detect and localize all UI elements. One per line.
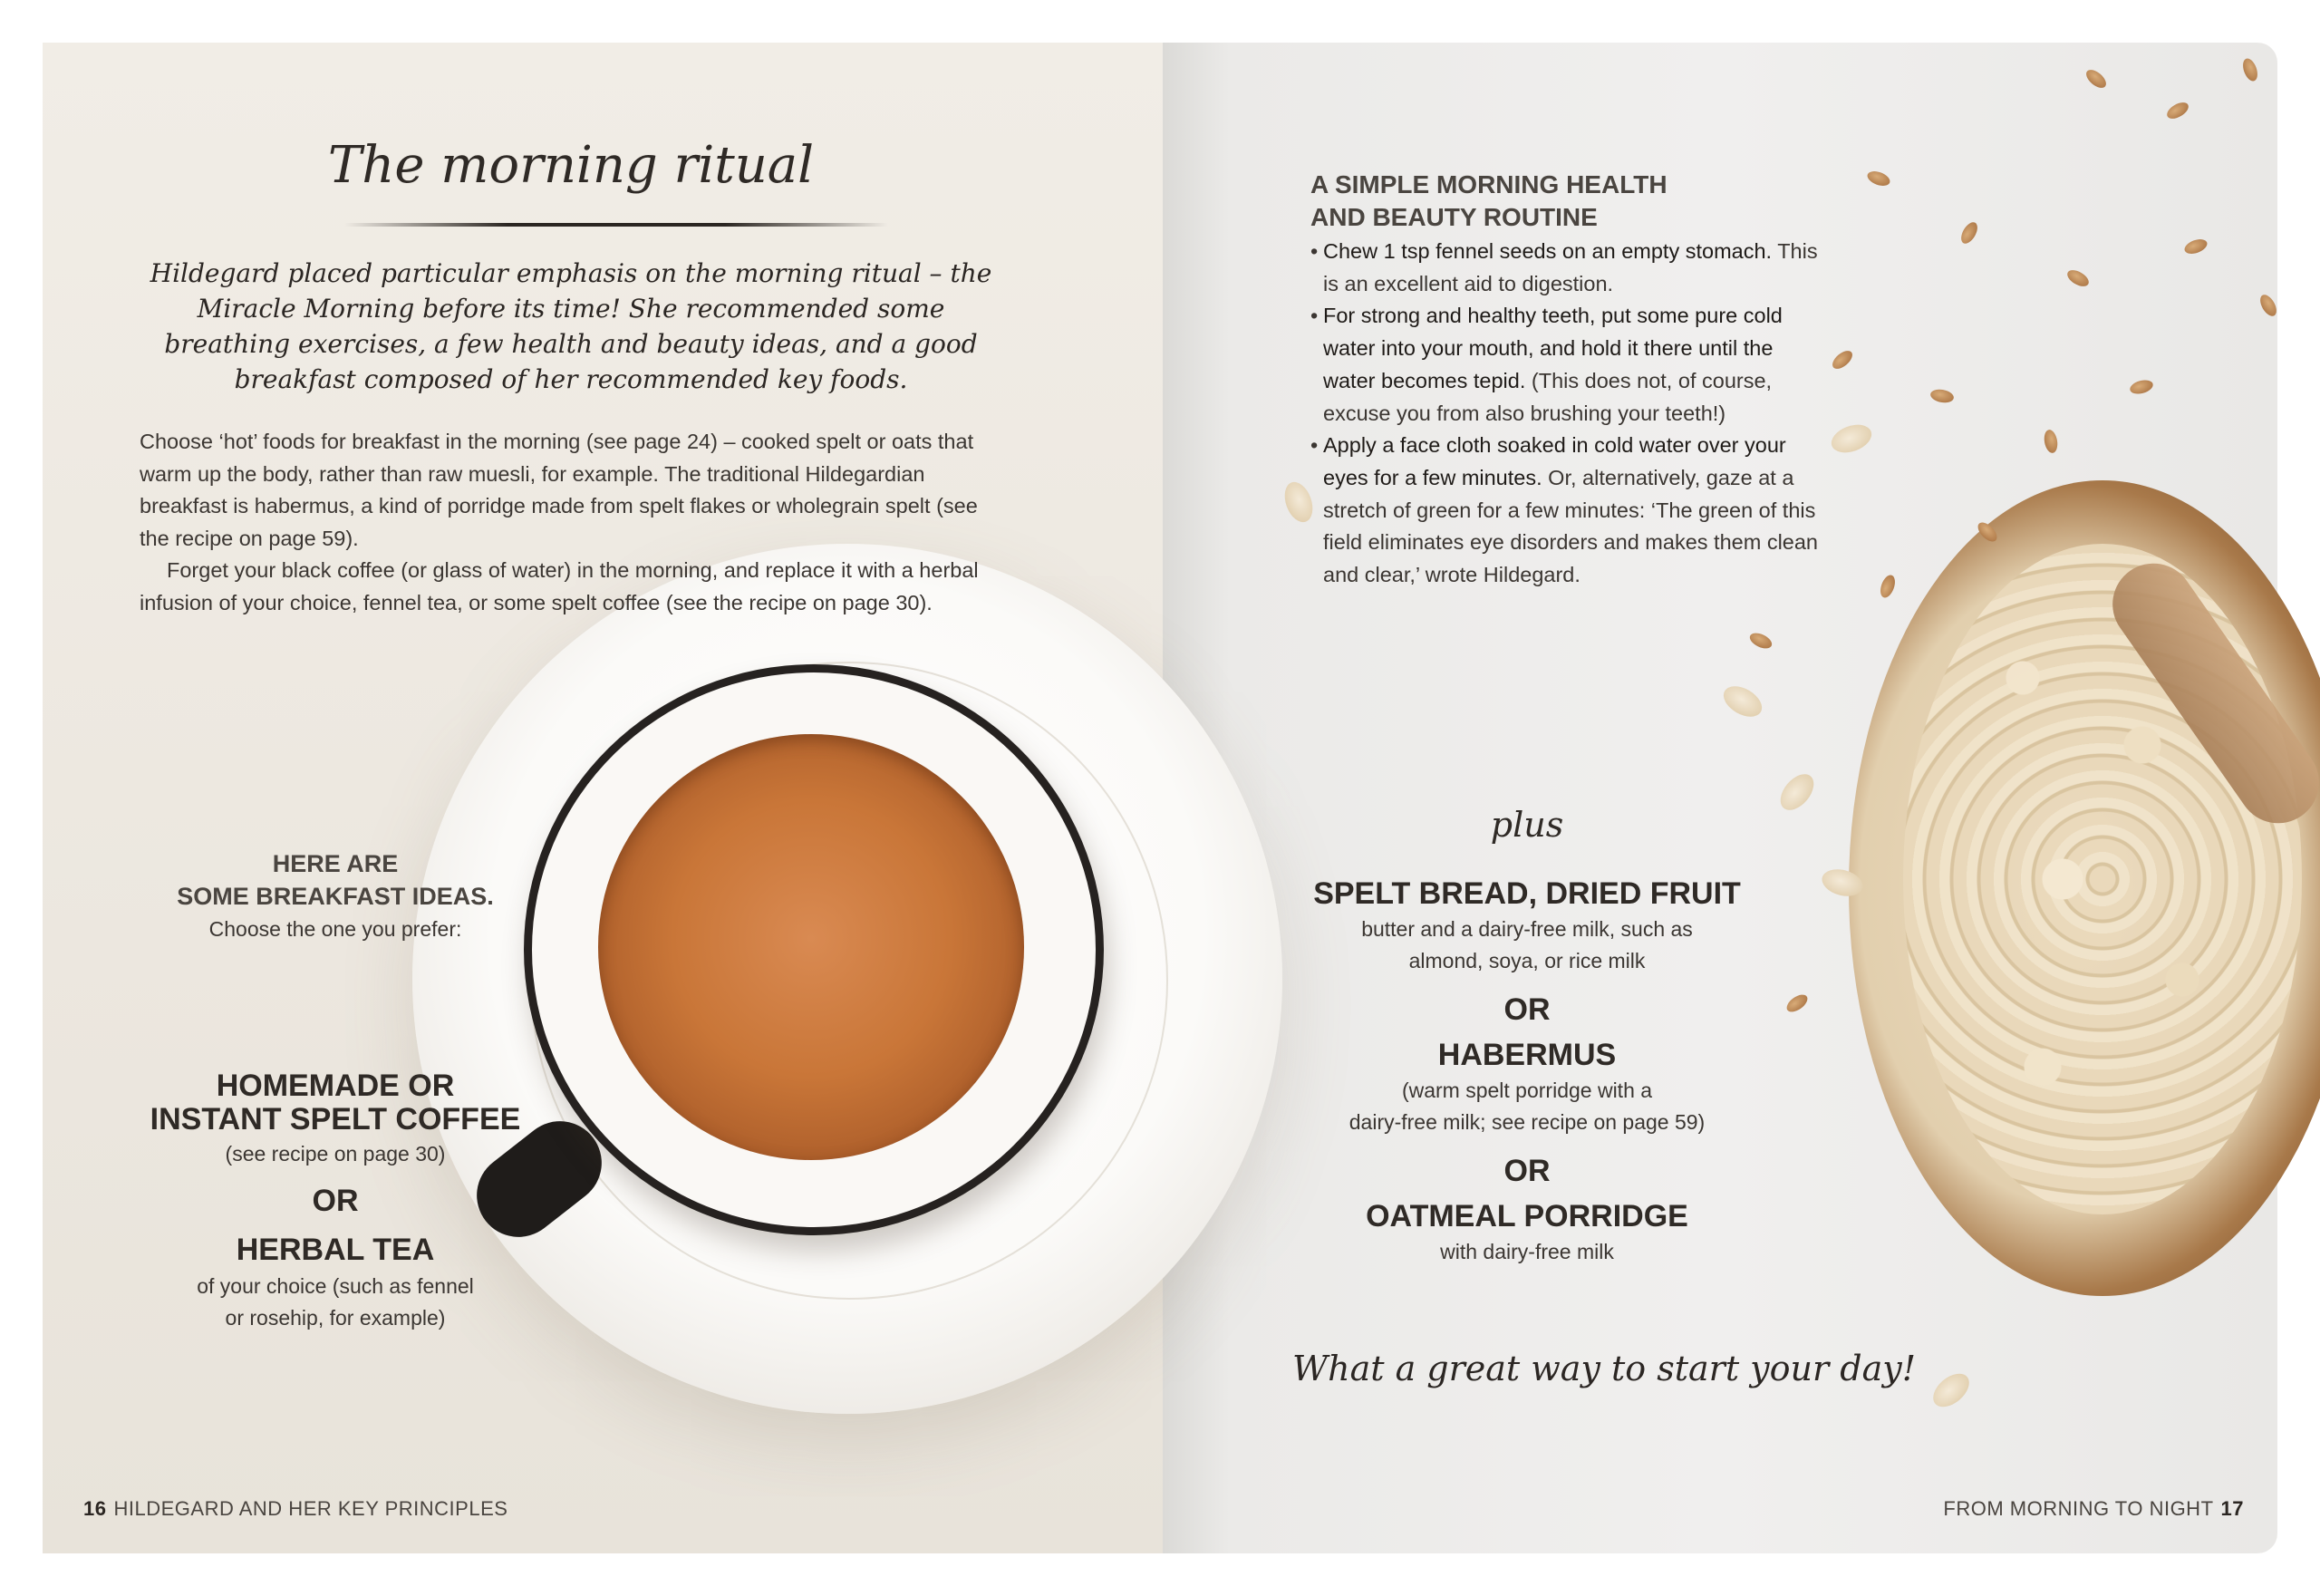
note-line: (warm spelt porridge with a: [1401, 1079, 1653, 1102]
plus-label: plus: [1490, 805, 1564, 845]
spelt-coffee-heading: [127, 1069, 544, 1137]
title-divider: [344, 223, 888, 227]
page-title: The morning ritual: [327, 136, 815, 195]
oatmeal-note: with dairy-free milk: [1440, 1240, 1614, 1263]
or-separator: OR: [1503, 992, 1551, 1027]
note-line: of your choice (such as fennel: [197, 1274, 474, 1298]
heading-line: HOMEMADE OR: [216, 1069, 455, 1103]
list-item: [1310, 430, 1818, 592]
habermus-note: [1269, 1075, 1785, 1138]
note-line: or rosehip, for example): [225, 1306, 446, 1330]
item-rest: Or, alternatively, gaze at a stretch of green for a few minutes: ‘The green of this field eliminates eye disorders and makes them clean and clear,’ wrote Hildegard.: [1323, 465, 1818, 587]
herbal-tea-heading: HERBAL TEA: [236, 1233, 435, 1267]
oat-flakes: [1903, 544, 2302, 1214]
breakfast-ideas-subtext: Choose the one you prefer:: [208, 917, 462, 941]
heading-line: A SIMPLE MORNING HEALTH: [1310, 170, 1668, 198]
spelt-bread-note: [1269, 914, 1785, 977]
footer-right: [1943, 1497, 2244, 1521]
intro-text: Hildegard placed particular emphasis on the morning ritual – the Miracle Morning before its time! She recommended some breathing exercises, a few health and beauty ideas, and a good breakfast composed of her recommended key foods.: [150, 258, 992, 394]
page-number: 17: [2220, 1497, 2244, 1520]
heading-line: SOME BREAKFAST IDEAS.: [177, 883, 494, 910]
item-rest: (This does not, of course, excuse you from also brushing your teeth!): [1323, 368, 1773, 425]
running-footer: FROM MORNING TO NIGHT: [1943, 1497, 2214, 1520]
habermus-heading: HABERMUS: [1437, 1038, 1617, 1072]
item-strong: Apply a face cloth soaked in cold water over your eyes for a few minutes.: [1323, 433, 1786, 489]
item-strong: For strong and healthy teeth, put some pure cold water into your mouth, and hold it there until the water becomes tepid.: [1323, 304, 1783, 392]
footer-left: [83, 1497, 508, 1521]
breakfast-ideas-heading: [145, 847, 526, 913]
oatmeal-heading: OATMEAL PORRIDGE: [1366, 1199, 1688, 1233]
note-line: butter and a dairy-free milk, such as: [1361, 917, 1693, 941]
heading-line: INSTANT SPELT COFFEE: [150, 1102, 521, 1137]
note-line: almond, soya, or rice milk: [1408, 949, 1646, 972]
list-item: [1310, 236, 1818, 300]
herbal-tea-note: [127, 1271, 544, 1334]
item-rest: This is an excellent aid to digestion.: [1323, 239, 1818, 295]
running-footer: HILDEGARD AND HER KEY PRINCIPLES: [113, 1497, 508, 1520]
or-separator: OR: [312, 1184, 359, 1218]
body-paragraph: Choose ‘hot’ foods for breakfast in the morning (see page 24) – cooked spelt or oats that warm up the body, rather than raw muesli, for example. The traditional Hildegardian breakfast is habermus, a kind of porridge made from spelt flakes or wholegrain spelt (see the recipe on page 59).: [140, 430, 978, 550]
spelt-bread-heading: SPELT BREAD, DRIED FRUIT: [1313, 876, 1741, 911]
closing-line: What a great way to start your day!: [1292, 1349, 1916, 1388]
tea: [598, 734, 1024, 1160]
body-text: [140, 426, 991, 619]
routine-heading: [1310, 169, 1782, 234]
list-item: [1310, 300, 1818, 430]
body-paragraph: Forget your black coffee (or glass of water) in the morning, and replace it with a herbal infusion of your choice, fennel tea, or some spelt coffee (see the recipe on page 30).: [140, 558, 979, 614]
heading-line: AND BEAUTY ROUTINE: [1310, 203, 1598, 231]
page-number: 16: [83, 1497, 107, 1520]
spelt-coffee-note: (see recipe on page 30): [225, 1142, 446, 1166]
note-line: dairy-free milk; see recipe on page 59): [1348, 1110, 1706, 1134]
item-strong: Chew 1 tsp fennel seeds on an empty stomach.: [1323, 239, 1773, 263]
heading-line: HERE ARE: [272, 850, 399, 877]
or-separator: OR: [1503, 1154, 1551, 1188]
routine-list: [1310, 236, 1818, 592]
